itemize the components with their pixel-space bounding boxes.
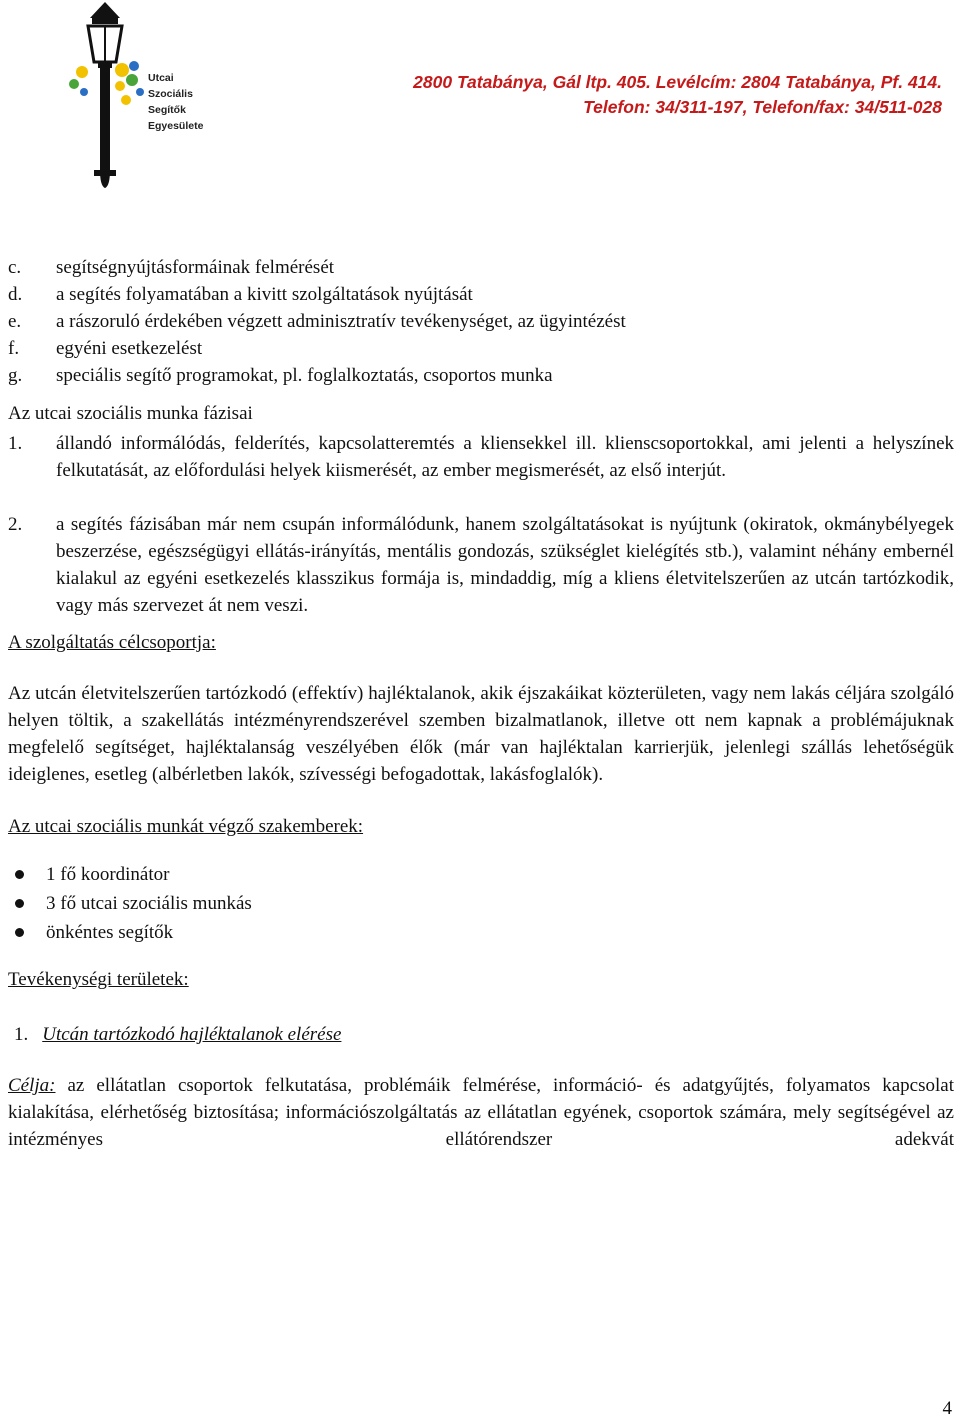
org-name-line: Egyesülete bbox=[148, 120, 204, 132]
list-item-text: önkéntes segítők bbox=[46, 922, 174, 943]
bullet-icon bbox=[15, 870, 24, 879]
list-item bbox=[8, 430, 954, 484]
list-item bbox=[8, 281, 954, 308]
org-name-line: Segítők bbox=[148, 104, 186, 116]
activity-title: Utcán tartózkodó hajléktalanok elérése bbox=[42, 1024, 342, 1045]
org-name-line: Szociális bbox=[148, 88, 193, 100]
staff-heading: Az utcai szociális munkát végző szakemberek: bbox=[8, 816, 364, 837]
staff-list bbox=[8, 860, 954, 947]
organization-name bbox=[148, 70, 203, 134]
activities-heading: Tevékenységi területek: bbox=[8, 969, 189, 990]
list-item-text: speciális segítő programokat, pl. foglalkoztatás, csoportos munka bbox=[56, 365, 553, 386]
alpha-list bbox=[8, 254, 954, 389]
list-item-text: a segítés folyamatában a kivitt szolgáltatások nyújtását bbox=[56, 284, 473, 305]
list-item bbox=[8, 308, 954, 335]
org-name-line: Utcai bbox=[148, 72, 174, 84]
list-item-text: a segítés fázisában már nem csupán informálódunk, hanem szolgáltatásokat is nyújtunk (okiratok, okmánybélyegek beszerzése, egészségügyi ellátás-irányítás, mentális gondozás, szükséglet kielégítés stb.), valamint néhány embernél kialakul az egyéni esetkezelés klasszikus formája is, mindaddig, míg a kliens életvitelszerűen az utcán tartózkodik, vagy más szervezet át nem veszi. bbox=[56, 514, 954, 616]
list-item-text: 3 fő utcai szociális munkás bbox=[46, 893, 252, 914]
bullet-icon bbox=[15, 899, 24, 908]
list-item bbox=[8, 511, 954, 619]
list-item-text: állandó informálódás, felderítés, kapcsolatteremtés a kliensekkel ill. klienscsoportokkal, ami jelenti a helyszínek felkutatását, az előfordulási helyek kiismerését, az ember megismerését, az első interjút. bbox=[56, 433, 954, 481]
document-body bbox=[8, 254, 954, 1153]
list-item bbox=[8, 918, 954, 947]
list-marker: f. bbox=[8, 338, 20, 359]
list-item bbox=[8, 254, 954, 281]
goal-text: az ellátatlan csoportok felkutatása, problémáik felmérése, információ- és adatgyűjtés, folyamatos kapcsolat kialakítása, elérhetőség biztosítása; információszolgáltatás az ellátatlan egyének, csoportok számára, mely segítségével az intézményes ellátórendszer adekvát bbox=[8, 1075, 954, 1150]
page-number: 4 bbox=[942, 1398, 952, 1419]
list-item bbox=[8, 335, 954, 362]
bullet-icon bbox=[15, 928, 24, 937]
list-item-text: a rászoruló érdekében végzett adminisztratív tevékenységet, az ügyintézést bbox=[56, 311, 626, 332]
goal-paragraph bbox=[8, 1072, 954, 1153]
list-item bbox=[8, 860, 954, 889]
list-item bbox=[8, 362, 954, 389]
list-marker: e. bbox=[8, 311, 22, 332]
target-group-heading: A szolgáltatás célcsoportja: bbox=[8, 632, 216, 653]
phases-title: Az utcai szociális munka fázisai bbox=[8, 403, 253, 424]
list-item-text: egyéni esetkezelést bbox=[56, 338, 203, 359]
target-group-text: Az utcán életvitelszerűen tartózkodó (effektív) hajléktalanok, akik éjszakáikat közterületen, vagy nem lakás céljára szolgáló helyen töltik, a szakellátás intézményrendszerével szemben bizalmatlanok, illetve ott nem kapnak a problémájuknak megfelelő segítséget, hajléktalanság veszélyében élők (már van hajléktalan karrierjük, jelenlegi szállás lehetőségük ideiglenes, esetleg (albérletben lakók, szívességi befogadottak, lakásfoglalók). bbox=[8, 683, 954, 785]
contact-info bbox=[413, 70, 942, 120]
list-marker: d. bbox=[8, 284, 23, 305]
list-marker: c. bbox=[8, 257, 22, 278]
list-marker: g. bbox=[8, 365, 23, 386]
list-item-text: segítségnyújtásformáinak felmérését bbox=[56, 257, 335, 278]
activity-subheading bbox=[8, 1021, 954, 1048]
list-marker: 2. bbox=[8, 514, 23, 535]
phases-list bbox=[8, 430, 954, 619]
list-marker: 1. bbox=[8, 433, 23, 454]
list-item bbox=[8, 889, 954, 918]
goal-label: Célja: bbox=[8, 1075, 56, 1096]
list-item-text: 1 fő koordinátor bbox=[46, 864, 170, 885]
phone-line: Telefon: 34/311-197, Telefon/fax: 34/511-028 bbox=[583, 97, 942, 117]
address-line: 2800 Tatabánya, Gál ltp. 405. Levélcím: 2804 Tatabánya, Pf. 414. bbox=[413, 72, 942, 92]
organization-logo bbox=[60, 0, 150, 190]
activity-number: 1. bbox=[14, 1024, 29, 1045]
